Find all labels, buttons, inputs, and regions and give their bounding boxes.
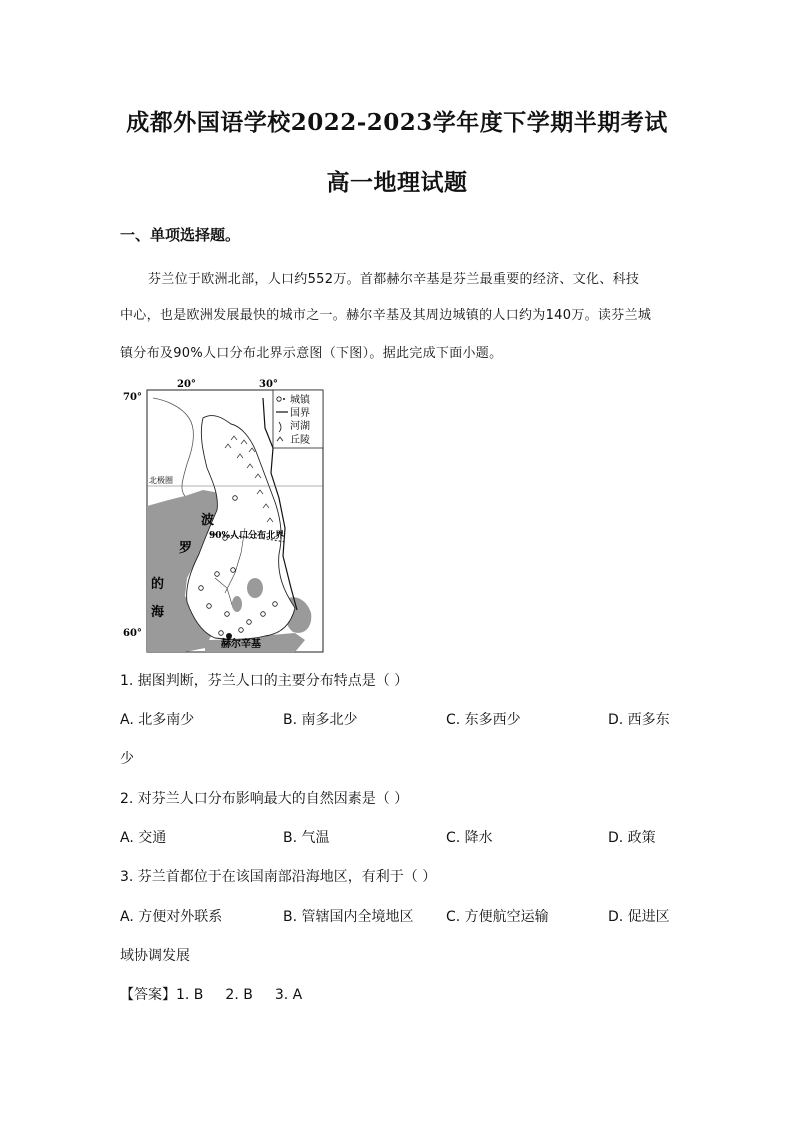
question-1-stem: 1. 据图判断，芬兰人口的主要分布特点是（ ） bbox=[120, 673, 409, 689]
legend-border-label: 国界 bbox=[290, 408, 310, 419]
arctic-circle-label: 北极圈 bbox=[149, 476, 173, 485]
legend-town-icon bbox=[277, 397, 281, 401]
answer-item-2: 2. B bbox=[225, 987, 253, 1003]
answer-item-3: 3. A bbox=[274, 987, 303, 1003]
capital-label: 赫尔辛基 bbox=[221, 639, 261, 650]
lat-60-label: 60° bbox=[123, 628, 142, 639]
question-3-option-d-wrap: 域协调发展 bbox=[120, 948, 190, 964]
passage-line-3: 镇分布及90%人口分布北界示意图（下图）。据此完成下面小题。 bbox=[120, 346, 503, 361]
question-3-option-b[interactable]: B. 管辖国内全境地区 bbox=[283, 909, 414, 925]
subject-title: 高一地理试题 bbox=[326, 169, 468, 196]
inland-lake bbox=[232, 596, 242, 612]
question-2-option-a[interactable]: A. 交通 bbox=[120, 830, 167, 846]
passage-line-2: 中心，也是欧洲发展最快的城市之一。赫尔辛基及其周边城镇的人口约为140万。读芬兰城 bbox=[120, 308, 652, 323]
question-3-option-c[interactable]: C. 方便航空运输 bbox=[446, 909, 549, 925]
question-2-option-c[interactable]: C. 降水 bbox=[446, 830, 493, 846]
sea-char-2: 罗 bbox=[179, 541, 193, 556]
question-1-option-d[interactable]: D. 西多东 bbox=[608, 712, 670, 728]
finland-map-figure bbox=[123, 378, 325, 653]
lon-30-label: 30° bbox=[259, 379, 278, 390]
question-2-option-b[interactable]: B. 气温 bbox=[283, 830, 330, 846]
inland-lake bbox=[247, 578, 263, 598]
lon-20-label: 20° bbox=[177, 379, 196, 390]
exam-title: 成都外国语学校2022-2023学年度下学期半期考试 bbox=[126, 109, 668, 136]
sea-char-1: 波 bbox=[201, 513, 215, 528]
question-3-option-d[interactable]: D. 促进区 bbox=[608, 909, 670, 925]
sea-char-4: 海 bbox=[151, 605, 165, 620]
answer-tag: 【答案】 bbox=[120, 987, 176, 1003]
question-2-stem: 2. 对芬兰人口分布影响最大的自然因素是（ ） bbox=[120, 791, 409, 807]
question-1-option-d-wrap: 少 bbox=[120, 751, 134, 767]
question-1-option-c[interactable]: C. 东多西少 bbox=[446, 712, 521, 728]
legend-town-label: 城镇 bbox=[290, 395, 310, 406]
question-2-option-d[interactable]: D. 政策 bbox=[608, 830, 656, 846]
section-heading: 一、单项选择题。 bbox=[120, 226, 241, 244]
question-3-stem: 3. 芬兰首都位于在该国南部沿海地区，有利于（ ） bbox=[120, 869, 437, 885]
population-boundary-label: 90%人口分布北界 bbox=[209, 531, 285, 541]
lat-70-label: 70° bbox=[123, 392, 142, 403]
question-3-option-a[interactable]: A. 方便对外联系 bbox=[120, 909, 223, 925]
passage-line-1: 芬兰位于欧洲北部，人口约552万。首都赫尔辛基是芬兰最重要的经济、文化、科技 bbox=[148, 272, 640, 287]
legend-hill-label: 丘陵 bbox=[290, 435, 310, 446]
answer-line bbox=[120, 984, 302, 1004]
sea-char-3: 的 bbox=[151, 577, 165, 592]
question-1-option-b[interactable]: B. 南多北少 bbox=[283, 712, 358, 728]
answer-item-1: 1. B bbox=[176, 987, 204, 1003]
question-1-option-a[interactable]: A. 北多南少 bbox=[120, 712, 195, 728]
legend-river-label: 河湖 bbox=[290, 421, 310, 432]
